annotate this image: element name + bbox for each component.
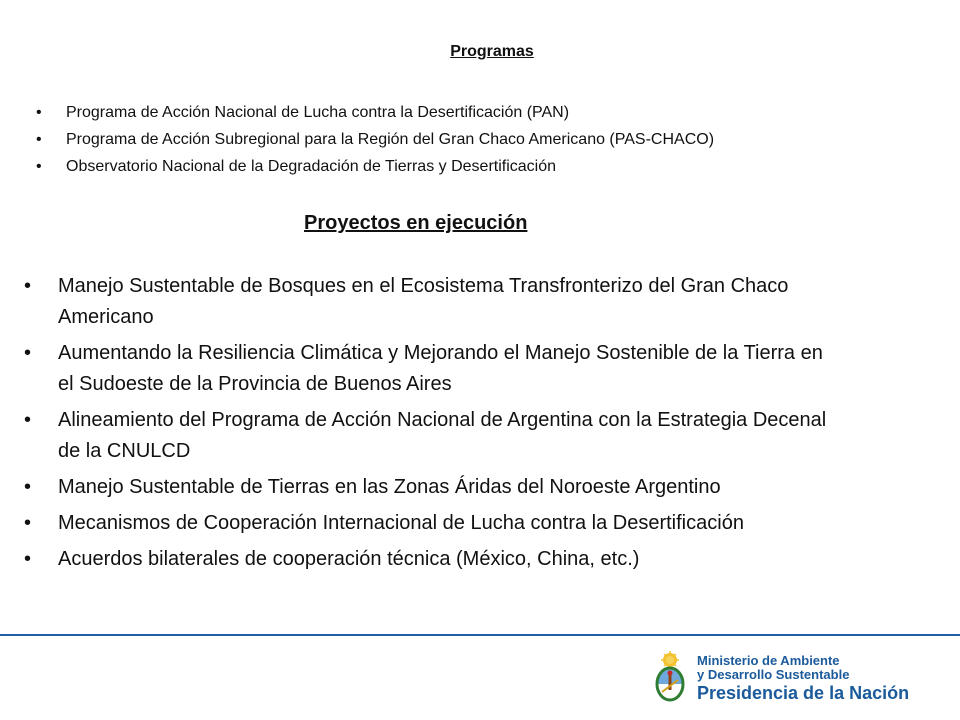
- programa-item-observatorio: • Observatorio Nacional de la Degradación de Tierras y Desertificación: [36, 153, 936, 180]
- programa-item-pas-chaco: • Programa de Acción Subregional para la Región del Gran Chaco Americano (PAS-CHACO): [36, 126, 936, 153]
- presidencia-label: Presidencia de la Nación: [697, 683, 910, 703]
- ministry-name: [697, 654, 849, 682]
- proyecto-item-alineamiento: • Alineamiento del Programa de Acción Nacional de Argentina con la Estrategia Decenal de la CNULCD: [24, 405, 834, 467]
- proyecto-item-cooperacion: • Mecanismos de Cooperación Internacional de Lucha contra la Desertificación: [24, 508, 834, 539]
- proyecto-item-acuerdos: • Acuerdos bilaterales de cooperación técnica (México, China, etc.): [24, 544, 834, 575]
- proyectos-list: [24, 271, 834, 580]
- programas-list: [36, 99, 936, 180]
- ministry-logo: [652, 650, 952, 710]
- proyecto-item-tierras-aridas: • Manejo Sustentable de Tierras en las Zonas Áridas del Noroeste Argentino: [24, 472, 834, 503]
- footer-divider: [0, 634, 960, 636]
- proyecto-item-bosques: • Manejo Sustentable de Bosques en el Ecosistema Transfronterizo del Gran Chaco Americano: [24, 271, 834, 333]
- ministry-line-1: Ministerio de Ambiente: [697, 653, 840, 668]
- ministry-line-2: y Desarrollo Sustentable: [697, 667, 850, 682]
- coat-of-arms-icon: [652, 650, 688, 708]
- proyecto-item-resiliencia: • Aumentando la Resiliencia Climática y Mejorando el Manejo Sostenible de la Tierra en el Sudoeste de la Provincia de Buenos Aires: [24, 338, 834, 400]
- proyectos-heading: Proyectos en ejecución: [304, 212, 528, 234]
- programa-item-pan: • Programa de Acción Nacional de Lucha contra la Desertificación (PAN): [36, 99, 936, 126]
- programas-heading: Programas: [450, 43, 534, 60]
